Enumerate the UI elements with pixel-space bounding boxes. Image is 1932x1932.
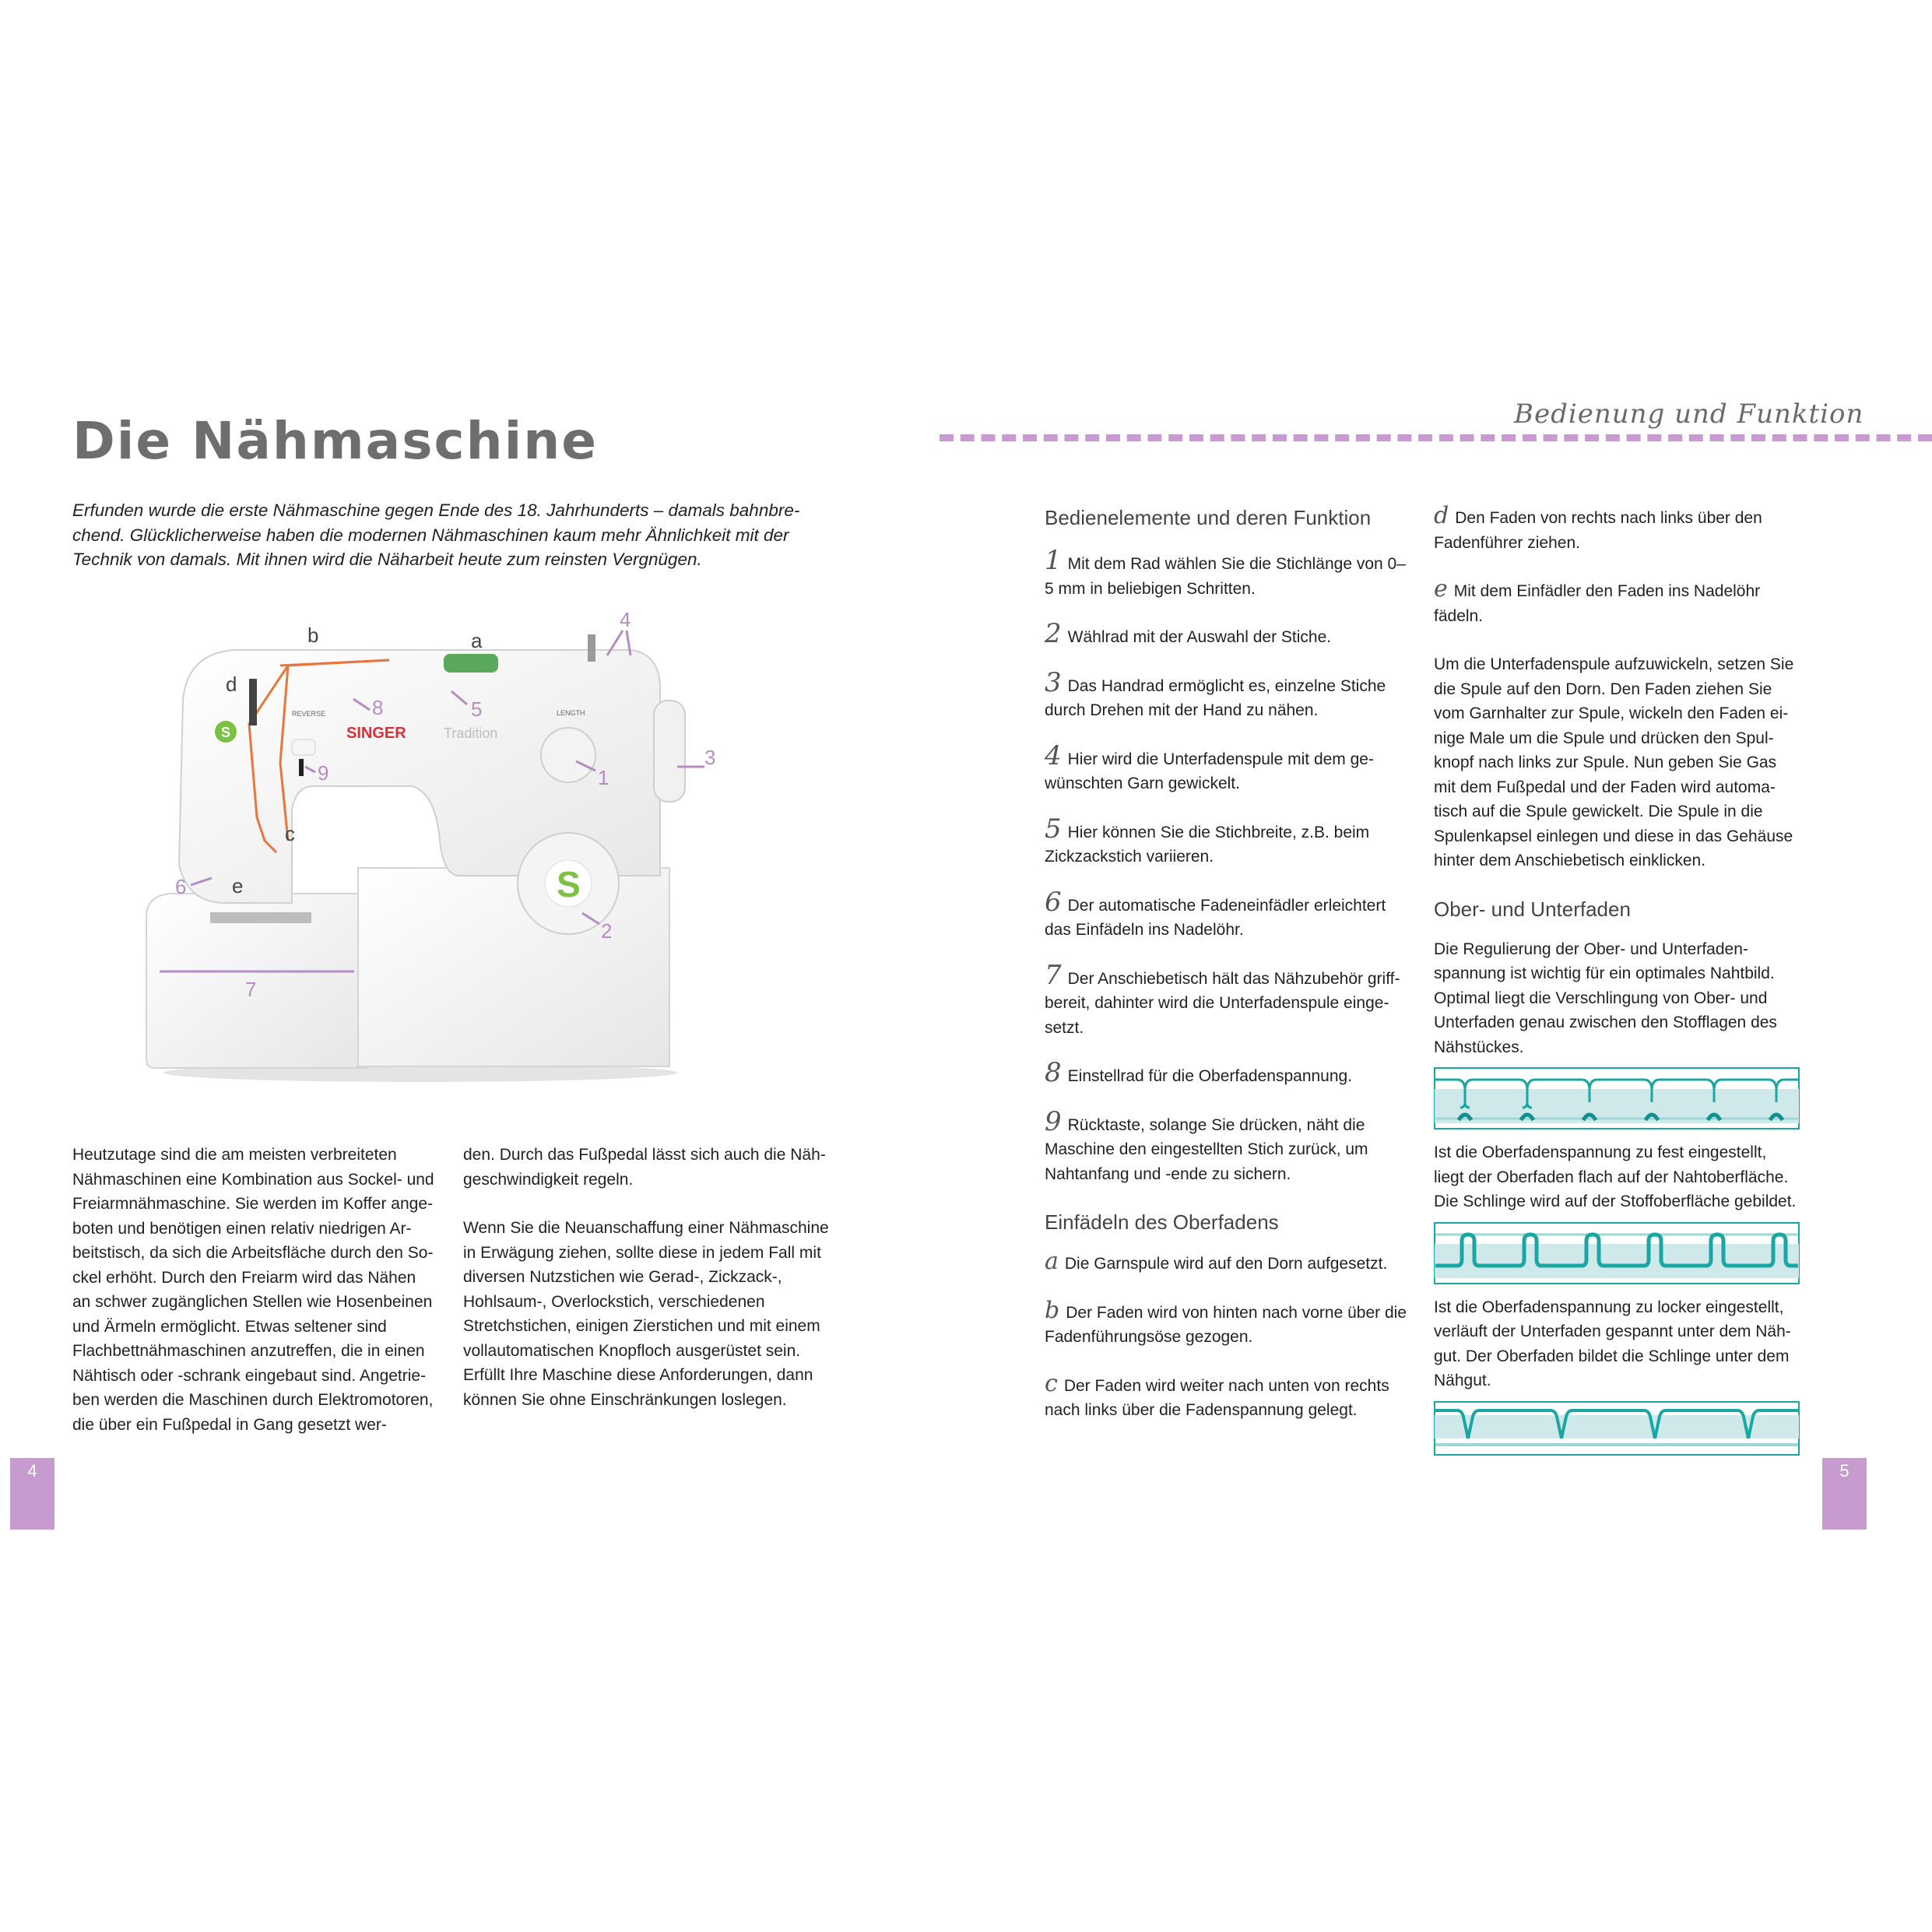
threading-text: Der Faden wird von hinten nach vorne über die Fadenführungsöse gezogen. <box>1045 1303 1407 1346</box>
control-text: Rücktaste, solange Sie drücken, näht die Maschine den eingestellten Stich zurück, um Nahtanfang und -ende zu sichern. <box>1045 1115 1368 1183</box>
threading-item-c <box>1045 1369 1410 1423</box>
right-column-2 <box>1434 502 1800 1456</box>
threading-text: Die Garnspule wird auf den Dorn aufgesetzt. <box>1064 1255 1388 1273</box>
threading-text: Der Faden wird weiter nach unten von rechts nach links über die Fadenspannung gelegt. <box>1045 1376 1389 1419</box>
callout-2: 2 <box>601 919 613 943</box>
brand-label: SINGER <box>346 725 406 742</box>
control-item-9 <box>1045 1105 1410 1187</box>
page-number-right-text: 5 <box>1839 1461 1849 1481</box>
left-column-1 <box>72 1143 438 1461</box>
control-item-8 <box>1045 1057 1410 1089</box>
left-col2-paragraph-1: den. Durch das Fußpedal lässt sich auch die Nähgeschwindigkeit regeln. <box>463 1146 826 1189</box>
page-number-left-text: 4 <box>27 1461 37 1481</box>
length-label: LENGTH <box>557 709 585 717</box>
page-title: Die Nähmaschine <box>72 411 598 471</box>
model-label: Tradition <box>444 725 498 741</box>
stitch-diagram-loose <box>1434 1401 1800 1456</box>
control-item-1 <box>1045 545 1410 601</box>
control-number: 3 <box>1045 666 1062 698</box>
stitch-diagram-optimal <box>1434 1067 1800 1129</box>
control-item-6 <box>1045 886 1410 943</box>
control-item-4 <box>1045 739 1410 796</box>
callout-c: c <box>285 822 295 845</box>
callout-e: e <box>232 874 244 898</box>
intro-text: Erfunden wurde die erste Nähmaschine gegen Ende des 18. Jahrhunderts – damals bahnbrechend. Glücklicherweise haben die modernen Nähmaschinen kaum mehr Ähnlichkeit mit der Technik von damals. Mit ihnen wird die Näharbeit heute zum reinsten Vergnügen. <box>72 501 800 569</box>
threading-letter: e <box>1434 575 1448 602</box>
control-text: Mit dem Rad wählen Sie die Stichlänge von 0–5 mm in beliebigen Schritten. <box>1045 555 1406 598</box>
control-number: 4 <box>1045 739 1062 771</box>
controls-heading: Bedienelemente und deren Funktion <box>1045 506 1372 529</box>
callout-5: 5 <box>471 697 483 721</box>
callout-a: a <box>471 629 483 652</box>
control-text: Das Handrad ermöglicht es, einzelne Stiche durch Drehen mit der Hand zu nähen. <box>1045 676 1386 719</box>
page-number-right <box>1822 1458 1867 1530</box>
bobbin-paragraph: Um die Unterfadenspule aufzuwickeln, setzen Sie die Spule auf den Dorn. Den Faden ziehen Sie vom Garnhalter zur Spule, wickeln den Faden einige Male um die Spule und drücken den Spulknopf nach links zur Spule. Nun geben Sie Gas mit dem Fußpedal und der Faden wird automatisch auf die Spule gewickelt. Die Spule in die Spulenkapsel einlegen und diese in das Gehäuse hinter dem Anschiebetisch einklicken. <box>1434 655 1794 869</box>
left-column-2 <box>463 1143 833 1436</box>
sewing-machine-illustration <box>132 607 716 1090</box>
threads-heading: Ober- und Unterfaden <box>1434 897 1631 921</box>
left-col1-paragraph: Heutzutage sind die am meisten verbreiteten Nähmaschinen eine Kombination aus Sockel- und Freiarmnähmaschine. Sie werden im Koffer angeboten und benötigen einen relativ niedrigen Arbeitstisch, da sich die Arbeitsfläche durch den Sockel erhöht. Durch den Freiarm wird das Nähen an schwer zugänglichen Stellen wie Hosenbeinen und Ärmeln ermöglicht. Etwas seltener sind Flachbettnähmaschinen anzutreffen, die in einen Nähtisch oder -schrank eingebaut sind. Angetrieben werden die Maschinen durch Elektromotoren, die über ein Fußpedal in Gang gesetzt wer- <box>72 1146 434 1434</box>
threading-item-a <box>1045 1248 1410 1277</box>
threading-text: Den Faden von rechts nach links über den Fadenführer ziehen. <box>1434 509 1762 552</box>
control-text: Wählrad mit der Auswahl der Stiche. <box>1067 628 1332 646</box>
callout-1: 1 <box>598 766 609 789</box>
threading-item-e <box>1434 575 1800 628</box>
callout-b: b <box>307 624 319 647</box>
callout-4: 4 <box>620 608 631 631</box>
reverse-label: REVERSE <box>292 710 326 718</box>
threads-tight-text: Ist die Oberfadenspannung zu fest eingestellt, liegt der Oberfaden flach auf der Nahtoberfläche. Die Schlinge wird auf der Stoffoberfläche gebildet. <box>1434 1143 1797 1210</box>
callout-8: 8 <box>372 696 384 719</box>
page-number-left <box>10 1458 54 1530</box>
control-text: Hier wird die Unterfadenspule mit dem gewünschten Garn gewickelt. <box>1045 750 1374 792</box>
control-text: Hier können Sie die Stichbreite, z.B. beim Zickzackstich variieren. <box>1045 823 1370 866</box>
callout-6: 6 <box>175 875 187 898</box>
threading-letter: b <box>1045 1296 1060 1324</box>
header-dashed-rule <box>940 434 1932 441</box>
threading-item-b <box>1045 1296 1410 1350</box>
threads-loose-text: Ist die Oberfadenspannung zu locker eingestellt, verläuft der Unterfaden gespannt unter dem Nähgut. Der Oberfaden bildet die Schlinge unter dem Nähgut. <box>1434 1298 1791 1389</box>
callout-7: 7 <box>245 978 257 1001</box>
threads-intro: Die Regulierung der Ober- und Unterfadenspannung ist wichtig für ein optimales Nahtbild. Optimal liegt die Verschlingung von Ober- und Unterfaden genau zwischen den Stofflagen des Nähstückes. <box>1434 940 1777 1056</box>
control-number: 1 <box>1045 545 1062 576</box>
dial-logo: S <box>557 864 581 905</box>
control-number: 5 <box>1045 813 1062 845</box>
control-item-7 <box>1045 959 1410 1041</box>
control-text: Der automatische Fadeneinfädler erleichtert das Einfädeln ins Nadelöhr. <box>1045 896 1386 939</box>
control-number: 7 <box>1045 959 1062 991</box>
callout-3: 3 <box>704 746 716 769</box>
callout-d: d <box>226 673 237 696</box>
right-column-1 <box>1045 506 1410 1447</box>
threading-heading: Einfädeln des Oberfadens <box>1045 1210 1279 1234</box>
control-text: Einstellrad für die Oberfadenspannung. <box>1067 1067 1353 1085</box>
left-col2-paragraph-2: Wenn Sie die Neuanschaffung einer Nähmaschine in Erwägung ziehen, sollte diese in jedem Fall mit diversen Nutzstichen wie Gerad-, Zickzack-, Hohlsaum-, Overlockstich, verschiedenen Stretchstichen, einigen Zierstichen und mit einem vollautomatischen Knopfloch ausgerüstet sein. Erfüllt Ihre Maschine diese Anforderungen, dann können Sie ohne Einschränkungen loslegen. <box>463 1219 829 1409</box>
control-number: 6 <box>1045 886 1062 918</box>
threading-letter: a <box>1045 1248 1059 1275</box>
badge-logo: S <box>221 725 231 740</box>
control-number: 2 <box>1045 618 1062 649</box>
threading-item-d <box>1434 502 1800 555</box>
threading-letter: d <box>1434 502 1449 529</box>
threading-text: Mit dem Einfädler den Faden ins Nadelöhr fädeln. <box>1434 582 1761 625</box>
control-item-2 <box>1045 618 1410 650</box>
control-item-3 <box>1045 666 1410 723</box>
control-number: 9 <box>1045 1105 1062 1137</box>
section-header: Bedienung und Funktion <box>1514 399 1864 430</box>
control-text: Der Anschiebetisch hält das Nähzubehör griffbereit, dahinter wird die Unterfadenspule eingesetzt. <box>1045 969 1400 1037</box>
control-number: 8 <box>1045 1057 1062 1088</box>
callout-9: 9 <box>318 761 329 785</box>
threading-letter: c <box>1045 1369 1058 1397</box>
control-item-5 <box>1045 813 1410 869</box>
stitch-diagram-tight <box>1434 1222 1800 1284</box>
